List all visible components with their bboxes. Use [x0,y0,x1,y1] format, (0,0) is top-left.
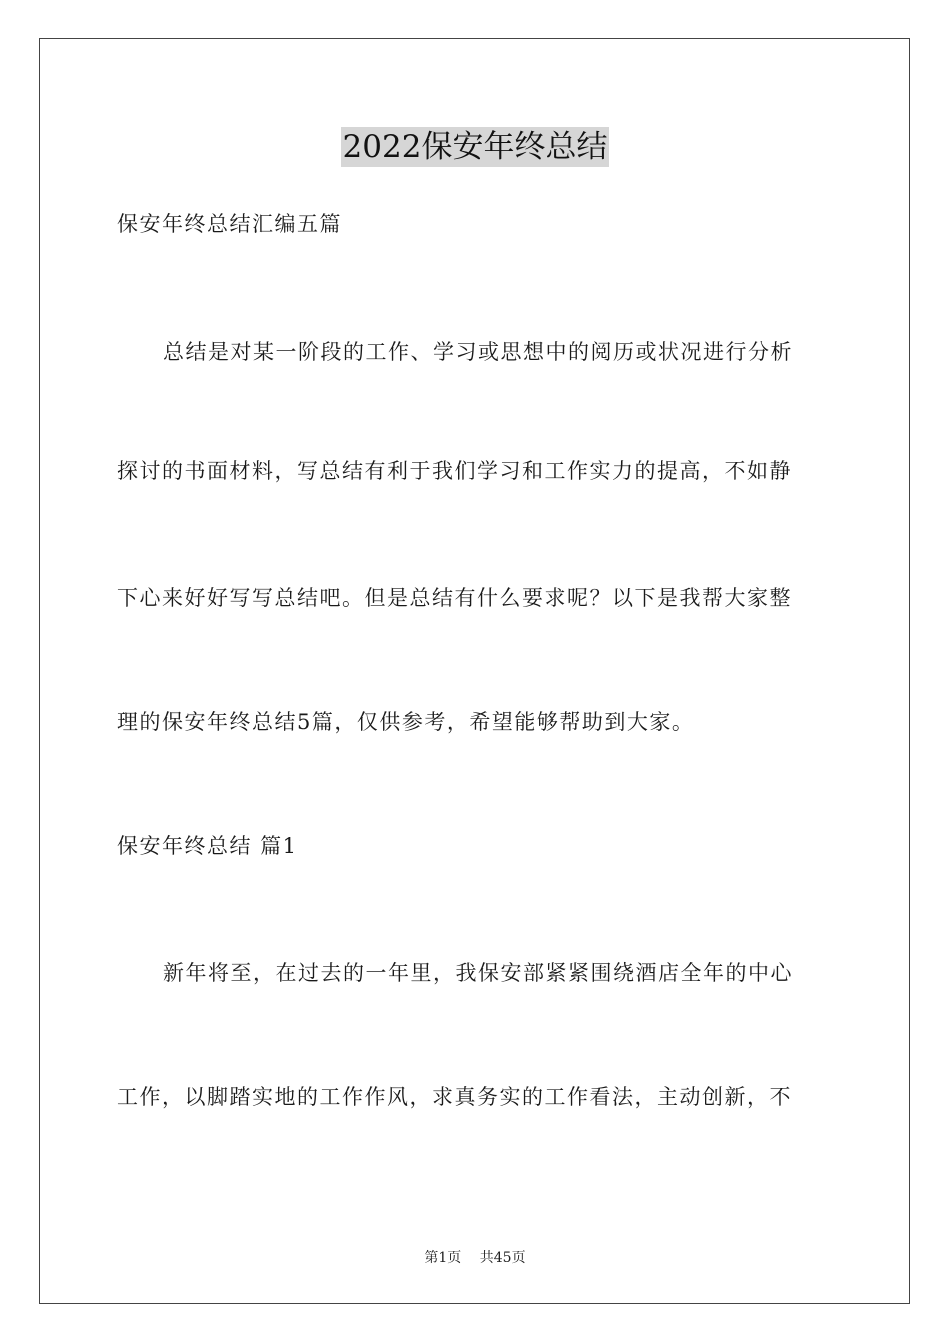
section-heading: 保安年终总结 篇1 [117,834,298,858]
page-footer [0,1247,950,1267]
paragraph-line: 工作，以脚踏实地的工作作风，求真务实的工作看法，主动创新，不 [117,1085,792,1109]
document-subtitle: 保安年终总结汇编五篇 [117,212,342,236]
page-number: 第1页 [424,1250,462,1266]
paragraph-line: 新年将至，在过去的一年里，我保安部紧紧围绕酒店全年的中心 [163,961,793,985]
paragraph-line: 理的保安年终总结5篇，仅供参考，希望能够帮助到大家。 [117,710,695,734]
paragraph-line: 下心来好好写写总结吧。但是总结有什么要求呢？以下是我帮大家整 [117,586,792,610]
total-pages: 共45页 [479,1250,526,1266]
title-container [0,127,950,167]
paragraph-line: 总结是对某一阶段的工作、学习或思想中的阅历或状况进行分析 [163,340,793,364]
document-title: 2022保安年终总结 [342,129,608,165]
paragraph-line: 探讨的书面材料，写总结有利于我们学习和工作实力的提高，不如静 [117,459,792,483]
